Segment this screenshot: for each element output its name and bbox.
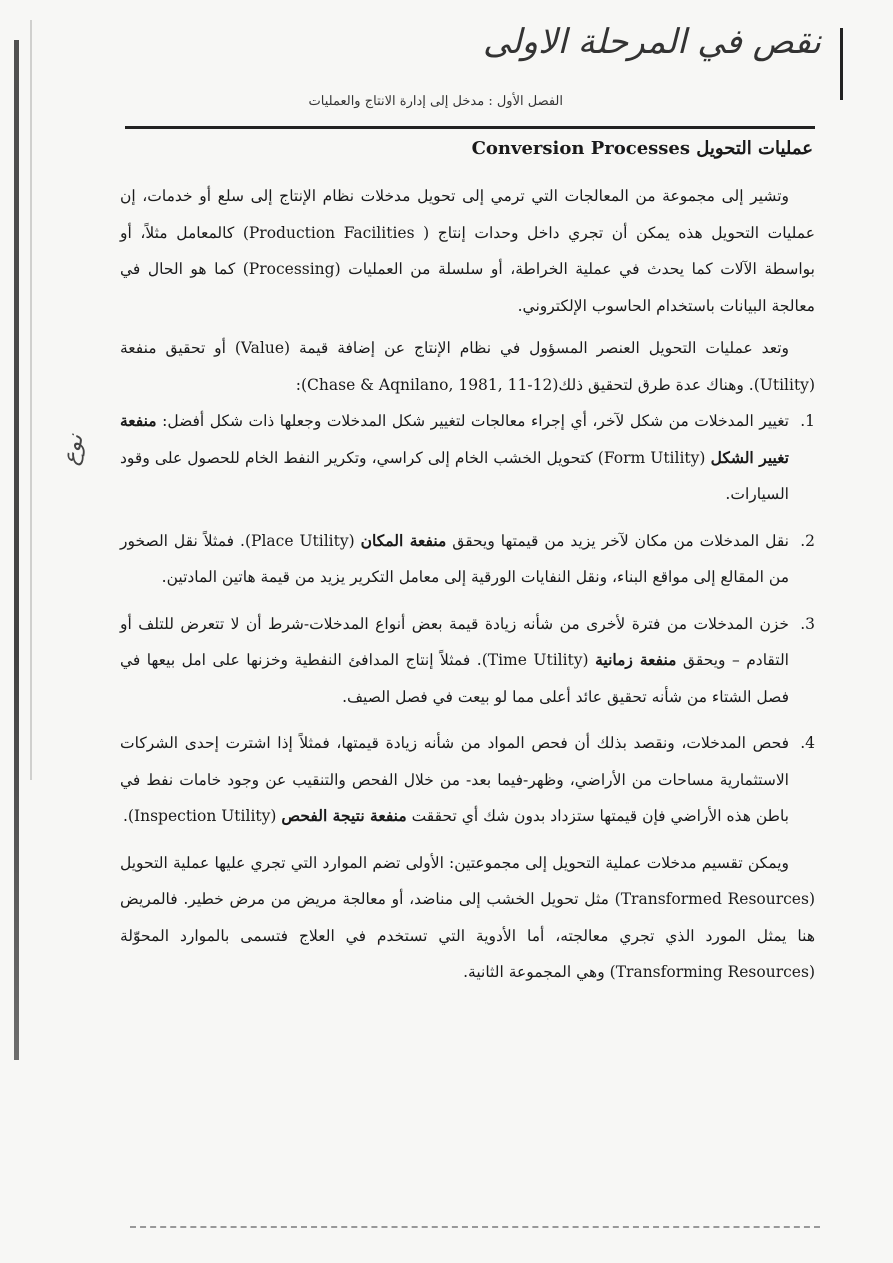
paragraph-resources: ويمكن تقسيم مدخلات عملية التحويل إلى مجموعتين: الأولى تضم الموارد التي تجري عليها عملية التحويل (Transformed Resources) مثل تحويل الخشب إلى مناضد، أو معالجة مريض من مرض خطير. فالمريض هنا يمثل المورد الذي تجري معالجته، أما الأدوية التي تستخدم في العلاج فتسمى بالموارد المحوّلة (Transforming Resources) وهي المجموعة الثانية. xyxy=(120,853,815,981)
list-number: 1. xyxy=(800,412,815,430)
list-item xyxy=(120,403,815,513)
margin-handwritten-note: نوع xyxy=(58,432,89,468)
list-item xyxy=(120,523,815,596)
list-text: فحص المدخلات، ونقصد بذلك أن فحص المواد من شأنه زيادة قيمتها، فمثلاً إذا اشترت إحدى الشركات الاستثمارية مساحات من الأراضي، وظهر-فيما بعد- من خلال الفحص والتنقيب عن وجود خامات نفط في باطن هذه الأراضي فإن قيمتها ستزداد بدون شك أي تحققت xyxy=(120,734,789,825)
paragraph-intro: وتشير إلى مجموعة من المعالجات التي ترمي إلى تحويل مدخلات نظام الإنتاج إلى سلع أو خدمات، إن عمليات التحويل هذه يمكن أن تجري داخل وحدات إنتاج ( Production Facilities) كالمعامل مثلاً، أو بواسطة الآلات كما يحدث في عملية الخراطة، أو سلسلة من العمليات (Processing) كما هو الحال في معالجة البيانات باستخدام الحاسوب الإلكتروني. xyxy=(120,187,815,315)
list-item xyxy=(120,606,815,716)
list-number: 3. xyxy=(800,614,815,633)
list-text: تغيير المدخلات من شكل لآخر، أي إجراء معالجات لتغيير شكل المدخلات وجعلها ذات شكل أفضل: xyxy=(156,412,789,430)
footer-rule xyxy=(130,1226,820,1228)
handwritten-note: نقص في المرحلة الاولى xyxy=(482,22,821,62)
section-title: عمليات التحويل Conversion Processes xyxy=(471,138,813,159)
list-key-term: منفعة المكان xyxy=(360,530,447,550)
list-key-term: منفعة نتيجة الفحص xyxy=(281,806,407,825)
list-text: (Time Utility). فمثلاً إنتاج المدافئ النفطية وخزنها على امل بيعها في فصل الشتاء من شأنه تحقيق عائد أعلى مما لو بيعت في فصل الصيف. xyxy=(120,651,789,706)
list-number: 4. xyxy=(800,734,815,752)
list-item xyxy=(120,725,815,835)
list-text: (Inspection Utility). xyxy=(123,807,282,825)
list-text: نقل المدخلات من مكان لآخر يزيد من قيمتها ويحقق xyxy=(446,531,789,550)
header-rule xyxy=(125,126,815,129)
utility-list xyxy=(120,403,815,835)
scan-edge-shadow xyxy=(14,40,19,1060)
paragraph-value: وتعد عمليات التحويل العنصر المسؤول في نظام الإنتاج عن إضافة قيمة (Value) أو تحقيق منفعة (Utility). وهناك عدة طرق لتحقيق ذلك(Chase & Aqnilano, 1981, 11-12): xyxy=(120,339,815,394)
list-key-term: منفعة تغيير الشكل xyxy=(120,411,789,467)
list-text: (Place Utility). فمثلاً نقل الصخور من المقالع إلى مواقع البناء، ونقل النفايات الورقية إلى معامل التكرير يزيد من قيمة هاتين المادتين. xyxy=(120,531,789,586)
list-text: خزن المدخلات من فترة لأخرى من شأنه زيادة قيمة بعض أنواع المدخلات-شرط أن لا تتعرض للتلف أو التقادم – ويحقق xyxy=(120,614,789,669)
document-body xyxy=(120,178,815,991)
margin-bar-mark xyxy=(840,28,843,100)
running-header: الفصل الأول : مدخل إلى إدارة الانتاج والعمليات xyxy=(308,94,563,109)
list-key-term: منفعة زمانية xyxy=(595,650,677,669)
list-text: (Form Utility) كتحويل الخشب الخام إلى كراسي، وتكرير النفط الخام للحصول على وقود السيارات. xyxy=(120,448,789,503)
list-number: 2. xyxy=(800,531,815,550)
scan-edge-line xyxy=(30,20,32,780)
